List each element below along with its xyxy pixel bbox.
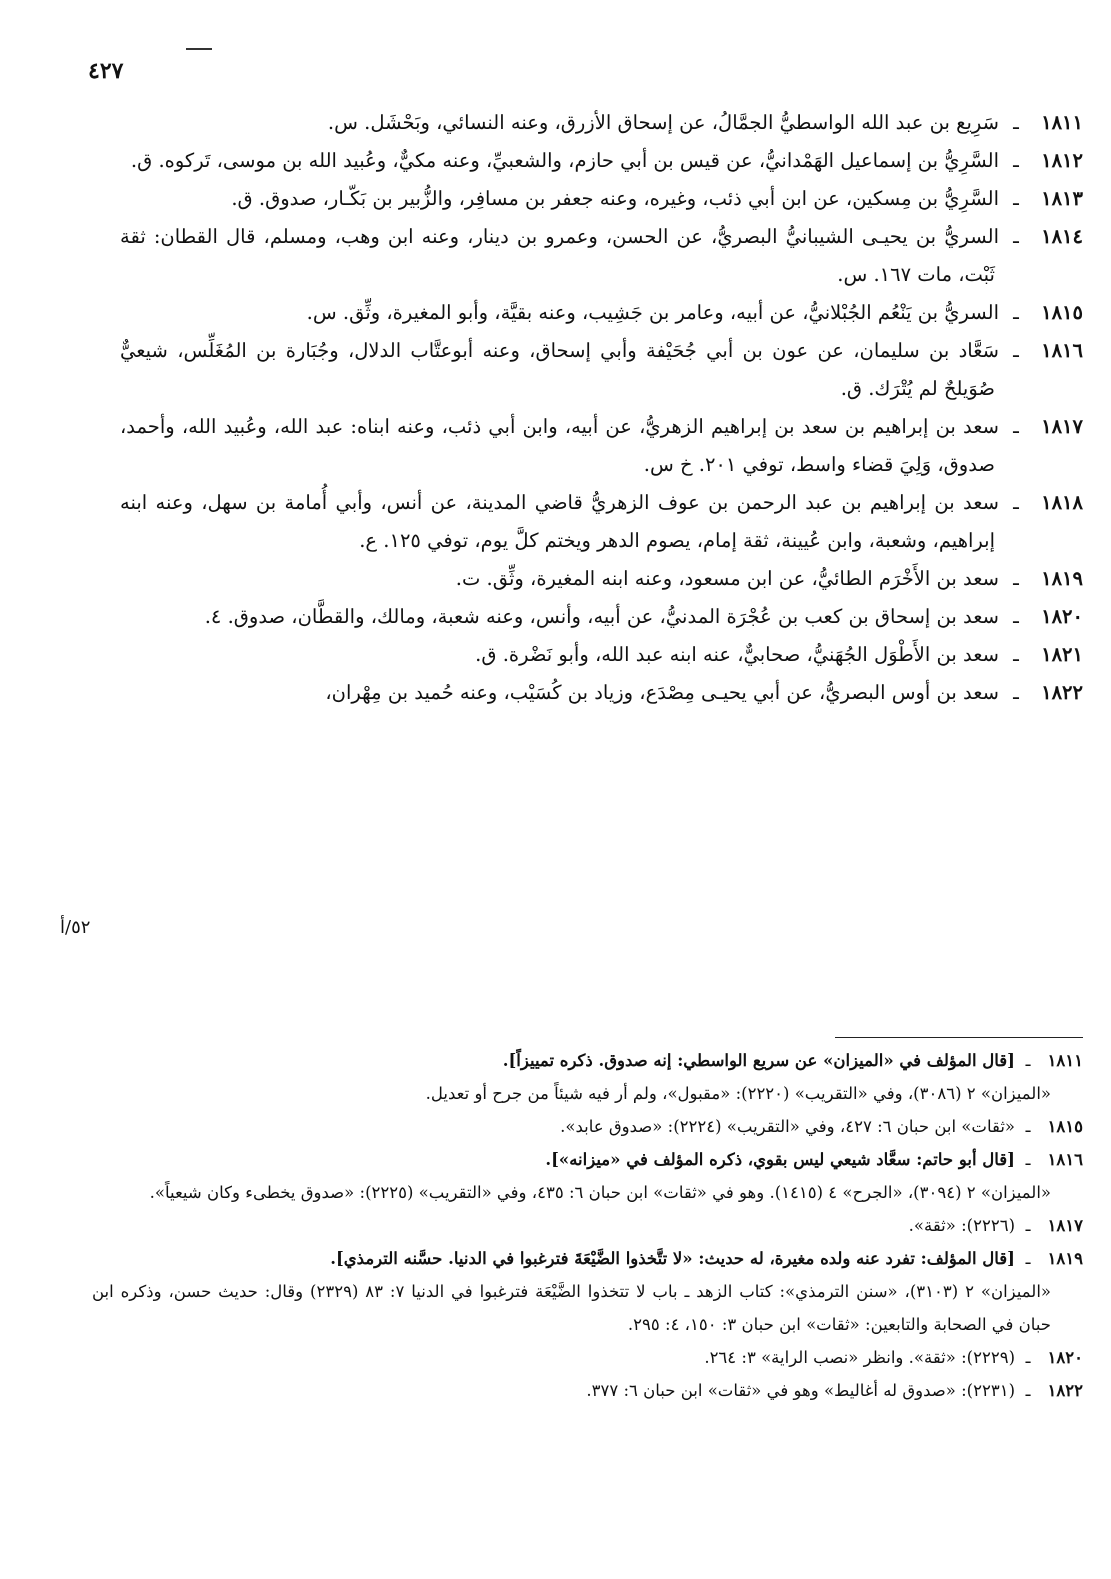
- footnote: ١٨١٧ـ(٢٢٢٦): «ثقة».: [92, 1209, 1083, 1242]
- entry: ١٨٢٠ـسعد بن إسحاق بن كعب بن عُجْرَة المدنيُّ، عن أبيه، وأنس، وعنه شعبة، ومالك، والقطَّان، صدوق. ٤.: [120, 598, 1083, 636]
- footnote: ١٨٢٠ـ(٢٢٢٩): «ثقة». وانظر «نصب الراية» ٣: ٢٦٤.: [92, 1341, 1083, 1374]
- footnote-text: (٢٢٢٦): «ثقة».: [908, 1216, 1015, 1235]
- entry-number: ١٨١٨: [1041, 491, 1083, 514]
- entry-number: ١٨٢٠: [1041, 605, 1083, 628]
- entry-text: سعد بن إسحاق بن كعب بن عُجْرَة المدنيُّ، عن أبيه، وأنس، وعنه شعبة، ومالك، والقطَّان، صدوق. ٤.: [204, 605, 999, 628]
- entry-number: ١٨١٦: [1041, 339, 1083, 362]
- entry: ١٨٢٢ـسعد بن أوس البصريُّ، عن أبي يحيـى مِصْدَع، وزياد بن كُسَيْب، وعنه حُميد بن مِهْران،: [120, 674, 1083, 712]
- footnote: ١٨٢٢ـ(٢٢٣١): «صدوق له أغاليط» وهو في «ثقات» ابن حبان ٦: ٣٧٧.: [92, 1374, 1083, 1407]
- entry-text: السَّرِيُّ بن مِسكين، عن ابن أبي ذئب، وغيره، وعنه جعفر بن مسافِر، والزُّبير بن بَكّـار، صدوق. ق.: [231, 187, 999, 210]
- entry-text: سعد بن أوس البصريُّ، عن أبي يحيـى مِصْدَع، وزياد بن كُسَيْب، وعنه حُميد بن مِهْران،: [325, 681, 999, 704]
- footnote-number: ١٨١١: [1047, 1051, 1083, 1070]
- footnote-number: ١٨١٩: [1047, 1249, 1083, 1268]
- footnote-quote: [قال المؤلف: تفرد عنه ولده مغيرة، له حديث: «لا تتَّخذوا الضَّيْعَةَ فترغبوا في الدنيا. حسَّنه الترمذي].: [330, 1249, 1015, 1268]
- entry: ١٨١٨ـسعد بن إبراهيم بن عبد الرحمن بن عوف الزهريُّ قاضي المدينة، عن أنس، وأبي أُمامة بن سهل، وعنه ابنه إبراهيم، وشعبة، وابن عُيينة، ثقة إمام، يصوم الدهر ويختم كلَّ يوم، توفي ١٢٥. ع.: [120, 484, 1083, 560]
- footnote-number: ١٨١٧: [1047, 1216, 1083, 1235]
- entry-text: السريُّ بن يحيـى الشيبانيُّ البصريُّ، عن الحسن، وعمرو بن دينار، وعنه ابن وهب، ومسلم، قال القطان: ثقة ثَبْت، مات ١٦٧. س.: [120, 225, 999, 286]
- entry-text: سَعَّاد بن سليمان، عن عون بن أبي جُحَيْفة وأبي إسحاق، وعنه أبوعتَّاب الدلال، وجُبَارة بن المُغَلِّس، شيعيٌّ صُوَيلحٌ لم يُتْرَك. ق.: [120, 339, 999, 400]
- footnote-text: (٢٢٣١): «صدوق له أغاليط» وهو في «ثقات» ابن حبان ٦: ٣٧٧.: [586, 1381, 1015, 1400]
- footnote-quote: [قال المؤلف في «الميزان» عن سريع الواسطي: إنه صدوق. ذكره تمييزاً].: [502, 1051, 1015, 1070]
- page-number: ٤٢٧: [88, 58, 124, 84]
- footnote-sub: «الميزان» ٢ (٣١٠٣)، «سنن الترمذي»: كتاب الزهد ـ باب لا تتخذوا الضَّيْعَة فترغبوا في الدنيا ٧: ٨٣ (٢٣٢٩) وقال: حديث حسن، وذكره ابن حبان في الصحابة والتابعين: «ثقات» ابن حبان ٣: ١٥٠، ٤: ٢٩٥.: [92, 1282, 1051, 1334]
- entry-text: سعد بن إبراهيم بن سعد بن إبراهيم الزهريُّ، عن أبيه، وابن أبي ذئب، وعنه ابناه: عبد الله، وعُبيد الله، وأحمد، صدوق، وَلِيَ قضاء واسط، توفي ٢٠١. خ س.: [120, 415, 999, 476]
- biographical-entries: [120, 104, 1083, 712]
- entry-number: ١٨١٤: [1041, 225, 1083, 248]
- entry-number: ١٨١٢: [1041, 149, 1083, 172]
- footnote-number: ١٨٢٢: [1047, 1381, 1083, 1400]
- footnote-number: ١٨١٥: [1047, 1117, 1083, 1136]
- entry: ١٨١٦ـسَعَّاد بن سليمان، عن عون بن أبي جُحَيْفة وأبي إسحاق، وعنه أبوعتَّاب الدلال، وجُبَارة بن المُغَلِّس، شيعيٌّ صُوَيلحٌ لم يُتْرَك. ق.: [120, 332, 1083, 408]
- footnote-sub: «الميزان» ٢ (٣٠٨٦)، وفي «التقريب» (٢٢٢٠): «مقبول»، ولم أر فيه شيئاً من جرح أو تعديل.: [425, 1084, 1051, 1103]
- footnote-text: (٢٢٢٩): «ثقة». وانظر «نصب الراية» ٣: ٢٦٤.: [704, 1348, 1015, 1367]
- entry: ١٨١٣ـالسَّرِيُّ بن مِسكين، عن ابن أبي ذئب، وغيره، وعنه جعفر بن مسافِر، والزُّبير بن بَكّـار، صدوق. ق.: [120, 180, 1083, 218]
- entry-text: سعد بن الأَخْرَم الطائيُّ، عن ابن مسعود، وعنه ابنه المغيرة، وثِّق. ت.: [455, 567, 999, 590]
- entry: ١٨١٧ـسعد بن إبراهيم بن سعد بن إبراهيم الزهريُّ، عن أبيه، وابن أبي ذئب، وعنه ابناه: عبد الله، وعُبيد الله، وأحمد، صدوق، وَلِيَ قضاء واسط، توفي ٢٠١. خ س.: [120, 408, 1083, 484]
- entry-number: ١٨١٧: [1041, 415, 1083, 438]
- entry-text: السَّرِيُّ بن إسماعيل الهَمْدانيُّ، عن قيس بن أبي حازم، والشعبيِّ، وعنه مكيٌّ، وعُبيد الله بن موسى، تَركوه. ق.: [130, 149, 999, 172]
- footnote-number: ١٨١٦: [1047, 1150, 1083, 1169]
- entry: ١٨١٥ـالسريُّ بن يَنْعُم الجُبْلانيُّ، عن أبيه، وعامر بن جَشِيب، وعنه بقيَّة، وأبو المغيرة، وثِّق. س.: [120, 294, 1083, 332]
- entry-text: سعد بن إبراهيم بن عبد الرحمن بن عوف الزهريُّ قاضي المدينة، عن أنس، وأبي أُمامة بن سهل، وعنه ابنه إبراهيم، وشعبة، وابن عُيينة، ثقة إمام، يصوم الدهر ويختم كلَّ يوم، توفي ١٢٥. ع.: [120, 491, 999, 552]
- header-mark: [186, 48, 212, 50]
- footnote-quote: [قال أبو حاتم: سعَّاد شيعي ليس بقوي، ذكره المؤلف في «ميزانه»].: [545, 1150, 1015, 1169]
- entry-number: ١٨٢٢: [1041, 681, 1083, 704]
- entry: ١٨١٢ـالسَّرِيُّ بن إسماعيل الهَمْدانيُّ، عن قيس بن أبي حازم، والشعبيِّ، وعنه مكيٌّ، وعُبيد الله بن موسى، تَركوه. ق.: [120, 142, 1083, 180]
- footnote: ١٨١٦ـ[قال أبو حاتم: سعَّاد شيعي ليس بقوي، ذكره المؤلف في «ميزانه»]. «الميزان» ٢ (٣٠٩٤)، «الجرح» ٤ (١٤١٥). وهو في «ثقات» ابن حبان ٦: ٤٣٥، وفي «التقريب» (٢٢٢٥): «صدوق يخطىء وكان شيعياً».: [92, 1143, 1083, 1209]
- footnote: ١٨١٥ـ«ثقات» ابن حبان ٦: ٤٢٧، وفي «التقريب» (٢٢٢٤): «صدوق عابد».: [92, 1110, 1083, 1143]
- entry-number: ١٨٢١: [1041, 643, 1083, 666]
- footnote: ١٨١٩ـ[قال المؤلف: تفرد عنه ولده مغيرة، له حديث: «لا تتَّخذوا الضَّيْعَةَ فترغبوا في الدنيا. حسَّنه الترمذي]. «الميزان» ٢ (٣١٠٣)، «سنن الترمذي»: كتاب الزهد ـ باب لا تتخذوا الضَّيْعَة فترغبوا في الدنيا ٧: ٨٣ (٢٣٢٩) وقال: حديث حسن، وذكره ابن حبان في الصحابة والتابعين: «ثقات» ابن حبان ٣: ١٥٠، ٤: ٢٩٥.: [92, 1242, 1083, 1341]
- margin-note: ٥٢/أ: [60, 917, 91, 938]
- footnote-number: ١٨٢٠: [1047, 1348, 1083, 1367]
- entry-number: ١٨١٥: [1041, 301, 1083, 324]
- entry-text: سَرِيع بن عبد الله الواسطيُّ الجمَّالُ، عن إسحاق الأزرق، وعنه النسائي، وبَحْشَل. س.: [327, 111, 999, 134]
- entry-number: ١٨١١: [1041, 111, 1083, 134]
- footnote-sub: «الميزان» ٢ (٣٠٩٤)، «الجرح» ٤ (١٤١٥). وهو في «ثقات» ابن حبان ٦: ٤٣٥، وفي «التقريب» (٢٢٢٥): «صدوق يخطىء وكان شيعياً».: [149, 1183, 1051, 1202]
- entry: ١٨١٤ـالسريُّ بن يحيـى الشيبانيُّ البصريُّ، عن الحسن، وعمرو بن دينار، وعنه ابن وهب، ومسلم، قال القطان: ثقة ثَبْت، مات ١٦٧. س.: [120, 218, 1083, 294]
- entry: ١٨١٩ـسعد بن الأَخْرَم الطائيُّ، عن ابن مسعود، وعنه ابنه المغيرة، وثِّق. ت.: [120, 560, 1083, 598]
- entry: ١٨١١ـسَرِيع بن عبد الله الواسطيُّ الجمَّالُ، عن إسحاق الأزرق، وعنه النسائي، وبَحْشَل. س.: [120, 104, 1083, 142]
- footnotes: [92, 1044, 1083, 1407]
- footnote: ١٨١١ـ[قال المؤلف في «الميزان» عن سريع الواسطي: إنه صدوق. ذكره تمييزاً]. «الميزان» ٢ (٣٠٨٦)، وفي «التقريب» (٢٢٢٠): «مقبول»، ولم أر فيه شيئاً من جرح أو تعديل.: [92, 1044, 1083, 1110]
- entry: ١٨٢١ـسعد بن الأَطْوَل الجُهَنيُّ، صحابيٌّ، عنه ابنه عبد الله، وأبو نَضْرة. ق.: [120, 636, 1083, 674]
- entry-text: سعد بن الأَطْوَل الجُهَنيُّ، صحابيٌّ، عنه ابنه عبد الله، وأبو نَضْرة. ق.: [475, 643, 999, 666]
- footnote-text: «ثقات» ابن حبان ٦: ٤٢٧، وفي «التقريب» (٢٢٢٤): «صدوق عابد».: [560, 1117, 1015, 1136]
- entry-text: السريُّ بن يَنْعُم الجُبْلانيُّ، عن أبيه، وعامر بن جَشِيب، وعنه بقيَّة، وأبو المغيرة، وثِّق. س.: [306, 301, 999, 324]
- entry-number: ١٨١٣: [1041, 187, 1083, 210]
- footnote-separator: [835, 1037, 1083, 1038]
- entry-number: ١٨١٩: [1041, 567, 1083, 590]
